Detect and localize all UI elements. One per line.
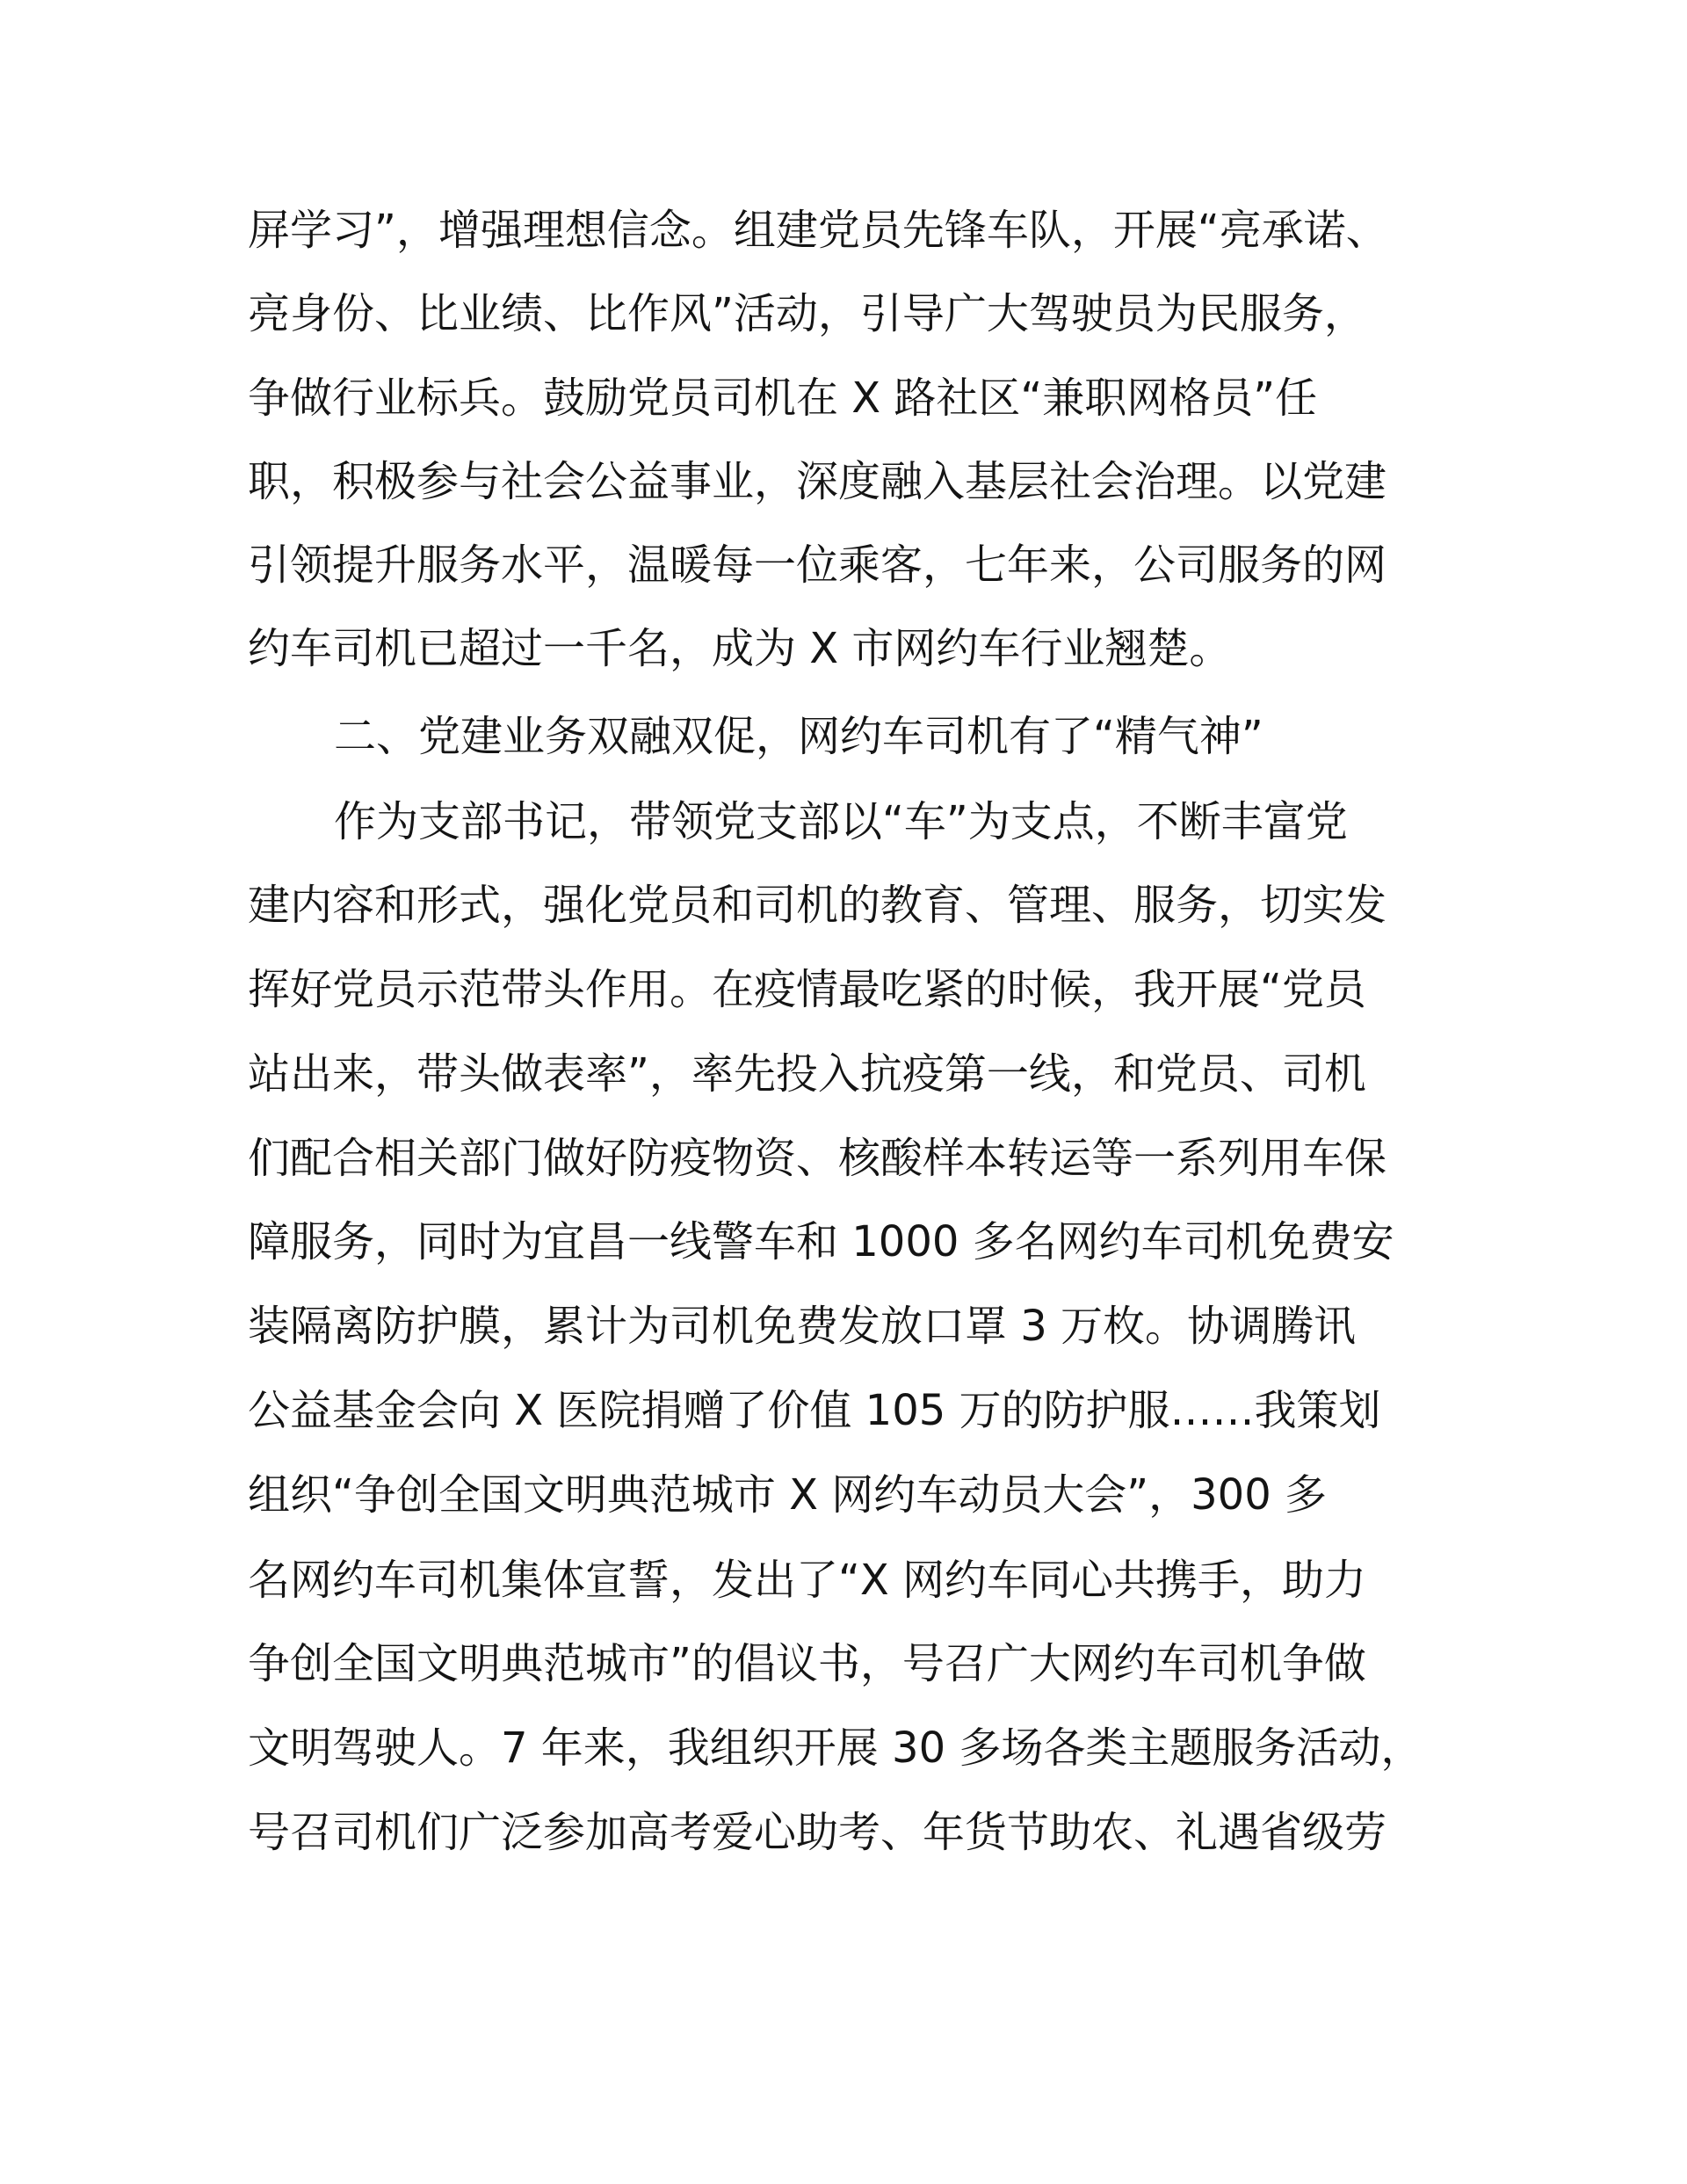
text-line-14: 装隔离防护膜，累计为司机免费发放口罩 3 万枚。协调腾讯 (248, 1302, 1357, 1351)
text-line-1: 屏学习”，增强理想信念。组建党员先锋车队，开展“亮承诺、 (248, 206, 1388, 255)
text-line-6: 约车司机已超过一千名，成为 X 市网约车行业翘楚。 (248, 624, 1232, 673)
text-line-2: 亮身份、比业绩、比作风”活动，引导广大驾驶员为民服务， (248, 289, 1366, 338)
text-line-12: 们配合相关部门做好防疫物资、核酸样本转运等一系列用车保 (248, 1134, 1387, 1183)
text-line-4: 职，积极参与社会公益事业，深度融入基层社会治理。以党建 (248, 457, 1387, 506)
text-line-19: 文明驾驶人。7 年来，我组织开展 30 多场各类主题服务活动， (248, 1723, 1423, 1773)
text-line-13: 障服务，同时为宜昌一线警车和 1000 多名网约车司机免费安 (248, 1217, 1394, 1266)
text-line-20: 号召司机们广泛参加高考爱心助考、年货节助农、礼遇省级劳 (248, 1808, 1387, 1857)
text-line-8: 作为支部书记，带领党支部以“车”为支点，不断丰富党 (334, 797, 1348, 846)
text-line-9: 建内容和形式，强化党员和司机的教育、管理、服务，切实发 (248, 881, 1387, 930)
text-line-18: 争创全国文明典范城市”的倡议书，号召广大网约车司机争做 (248, 1639, 1366, 1688)
text-line-16: 组织“争创全国文明典范城市 X 网约车动员大会”，300 多 (248, 1470, 1328, 1520)
text-line-17: 名网约车司机集体宣誓，发出了“X 网约车同心共携手，助力 (248, 1556, 1367, 1605)
text-line-5: 引领提升服务水平，温暖每一位乘客，七年来，公司服务的网 (248, 541, 1387, 590)
text-line-10: 挥好党员示范带头作用。在疫情最吃紧的时候，我开展“党员 (248, 965, 1366, 1014)
section-heading: 二、党建业务双融双促，网约车司机有了“精气神” (334, 712, 1263, 761)
text-line-3: 争做行业标兵。鼓励党员司机在 X 路社区“兼职网格员”任 (248, 374, 1318, 423)
text-line-11: 站出来，带头做表率”，率先投入抗疫第一线，和党员、司机 (248, 1049, 1366, 1099)
text-line-15: 公益基金会向 X 医院捐赠了价值 105 万的防护服……我策划 (248, 1386, 1381, 1435)
